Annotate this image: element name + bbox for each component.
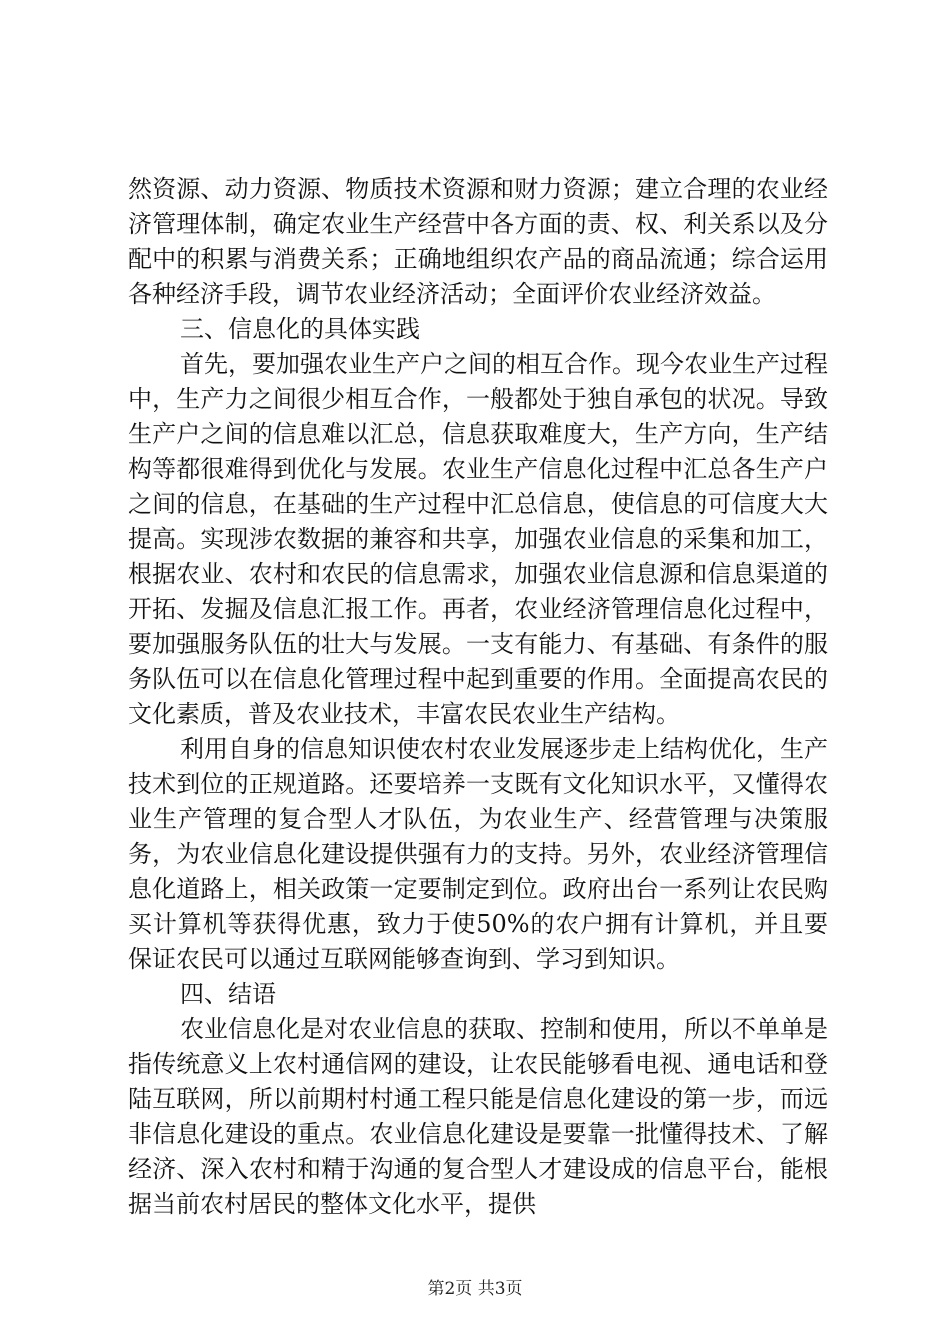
- paragraph-talent-policy: 利用自身的信息知识使农村农业发展逐步走上结构优化，生产技术到位的正规道路。还要培养一支既有文化知识水平，又懂得农业生产管理的复合型人才队伍，为农业生产、经营管理与决策服务，为农业信息化建设提供强有力的支持。另外，农业经济管理信息化道路上，相关政策一定要制定到位。政府出台一系列让农民购买计算机等获得优惠，致力于使50%的农户拥有计算机，并且要保证农民可以通过互联网能够查询到、学习到知识。: [128, 735, 828, 973]
- section-heading-practice: 三、信息化的具体实践: [180, 315, 420, 343]
- page-number-footer: 第2页 共3页: [427, 1279, 523, 1299]
- section-heading-conclusion: 四、结语: [180, 980, 276, 1008]
- document-body: [128, 172, 828, 1222]
- paragraph-cooperation: 首先，要加强农业生产户之间的相互合作。现今农业生产过程中，生产力之间很少相互合作，一般都处于独自承包的状况。导致生产户之间的信息难以汇总，信息获取难度大，生产方向，生产结构等都很难得到优化与发展。农业生产信息化过程中汇总各生产户之间的信息，在基础的生产过程中汇总信息，使信息的可信度大大提高。实现涉农数据的兼容和共享，加强农业信息的采集和加工，根据农业、农村和农民的信息需求，加强农业信息源和信息渠道的开拓、发掘及信息汇报工作。再者，农业经济管理信息化过程中，要加强服务队伍的壮大与发展。一支有能力、有基础、有条件的服务队伍可以在信息化管理过程中起到重要的作用。全面提高农民的文化素质，普及农业技术，丰富农民农业生产结构。: [128, 350, 828, 728]
- paragraph-continuation: 然资源、动力资源、物质技术资源和财力资源；建立合理的农业经济管理体制，确定农业生产经营中各方面的责、权、利关系以及分配中的积累与消费关系；正确地组织农产品的商品流通；综合运用各种经济手段，调节农业经济活动；全面评价农业经济效益。: [128, 175, 828, 308]
- paragraph-conclusion: 农业信息化是对农业信息的获取、控制和使用，所以不单单是指传统意义上农村通信网的建设，让农民能够看电视、通电话和登陆互联网，所以前期村村通工程只能是信息化建设的第一步，而远非信息化建设的重点。农业信息化建设是要靠一批懂得技术、了解经济、深入农村和精于沟通的复合型人才建设成的信息平台，能根据当前农村居民的整体文化水平，提供: [128, 1015, 828, 1218]
